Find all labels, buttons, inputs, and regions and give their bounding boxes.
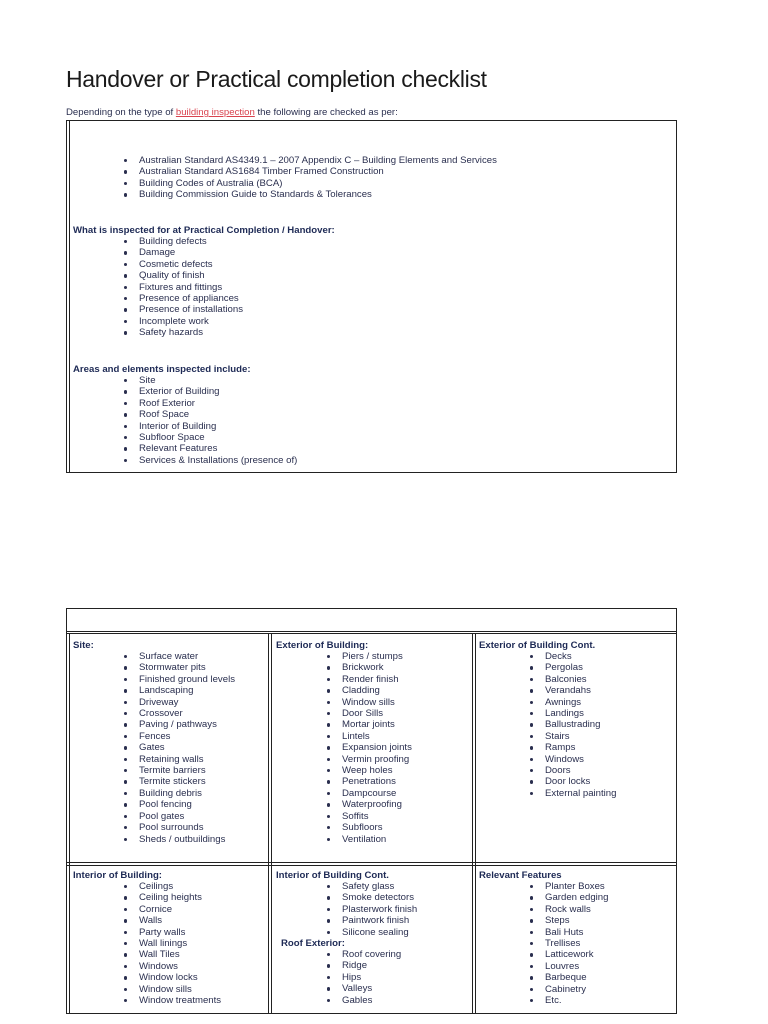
list-item: Building defects	[139, 236, 243, 247]
list-item: Weep holes	[342, 765, 412, 776]
list-item: Site	[139, 375, 297, 386]
list-item: Termite barriers	[139, 765, 235, 776]
list-item: Window sills	[139, 984, 221, 995]
list-item: Building Commission Guide to Standards & Tolerances	[139, 189, 497, 200]
grid-divider	[69, 633, 70, 1013]
list-item: Soffits	[342, 811, 412, 822]
list-item: Ramps	[545, 742, 616, 753]
areas-heading: Areas and elements inspected include:	[73, 364, 251, 375]
list-item: Expansion joints	[342, 742, 412, 754]
inspected-list	[139, 236, 243, 339]
interior-cont-list	[342, 881, 417, 938]
list-item: Pool gates	[139, 811, 235, 822]
list-item: Steps	[545, 915, 608, 926]
list-item: Retaining walls	[139, 754, 235, 765]
grid-divider	[271, 633, 272, 1013]
list-item: Pool fencing	[139, 799, 235, 810]
checklist-grid	[66, 608, 677, 1014]
list-item: Ballustrading	[545, 719, 616, 730]
relevant-features-heading: Relevant Features	[479, 870, 562, 881]
interior-cont-cell	[276, 870, 417, 1006]
intro-text	[66, 107, 398, 118]
list-item: Party walls	[139, 927, 221, 938]
roof-exterior-list	[342, 949, 417, 1006]
list-item: Australian Standard AS1684 Timber Framed Construction	[139, 166, 497, 177]
list-item: External painting	[545, 787, 617, 799]
list-item: Fixtures and fittings	[139, 282, 243, 293]
relevant-features-cell	[479, 870, 608, 1006]
list-item: Rock walls	[545, 904, 608, 915]
list-item: Pool surrounds	[139, 822, 235, 833]
relevant-features-list	[545, 881, 608, 1006]
list-item: Driveway	[139, 697, 235, 708]
list-item: Building Codes of Australia (BCA)	[139, 178, 497, 189]
list-item: Landscaping	[139, 685, 235, 696]
list-item: Doors	[545, 765, 616, 776]
list-item: Plasterwork finish	[342, 903, 418, 915]
grid-divider	[67, 633, 676, 634]
list-item: Door Sills	[342, 708, 412, 719]
list-item: Decks	[545, 651, 616, 662]
list-item: Services & Installations (presence of)	[139, 454, 298, 466]
list-item: Crossover	[139, 708, 235, 719]
grid-divider	[475, 633, 476, 1013]
list-item: Cabinetry	[545, 984, 608, 995]
list-item: Gates	[139, 742, 235, 753]
list-item: Hips	[342, 972, 417, 983]
list-item: Latticework	[545, 949, 608, 960]
list-item: Window treatments	[139, 995, 222, 1007]
list-item: Finished ground levels	[139, 673, 235, 685]
list-item: Relevant Features	[139, 443, 297, 454]
list-item: Subfloors	[342, 822, 412, 833]
list-item: Fences	[139, 731, 235, 742]
exterior-list	[342, 651, 412, 845]
list-item: Cladding	[342, 685, 412, 696]
interior-cell	[73, 870, 221, 1006]
list-item: Barbeque	[545, 972, 608, 983]
list-item: Australian Standard AS4349.1 – 2007 Appendix C – Building Elements and Services	[139, 155, 497, 166]
exterior-cell	[276, 640, 412, 845]
list-item: Paintwork finish	[342, 915, 417, 926]
list-item: Termite stickers	[139, 776, 235, 787]
exterior-cont-cell	[479, 640, 616, 799]
list-item: Stairs	[545, 731, 616, 742]
list-item: Render finish	[342, 674, 412, 685]
list-item: Ceiling heights	[139, 892, 221, 903]
grid-divider	[67, 862, 676, 863]
page-title: Handover or Practical completion checklist	[66, 66, 487, 92]
building-inspection-link[interactable]: building inspection	[175, 107, 255, 118]
list-item: Building debris	[139, 788, 235, 799]
grid-divider	[268, 633, 269, 1013]
list-item: Subfloor Space	[139, 432, 297, 443]
list-item: Louvres	[545, 961, 608, 972]
list-item: Presence of appliances	[139, 293, 243, 304]
list-item: Roof covering	[342, 949, 417, 960]
list-item: Roof Exterior	[139, 398, 297, 409]
list-item: Wall Tiles	[139, 949, 221, 960]
list-item: Piers / stumps	[342, 651, 412, 662]
list-item: Penetrations	[342, 776, 412, 787]
list-item: Garden edging	[545, 892, 609, 904]
list-item: Safety glass	[342, 881, 417, 892]
list-item: Dampcourse	[342, 788, 412, 799]
list-item: Balconies	[545, 674, 616, 685]
list-item: Interior of Building	[139, 421, 297, 432]
list-item: Roof Space	[139, 409, 297, 420]
areas-list	[139, 375, 297, 466]
list-item: Sheds / outbuildings	[139, 834, 235, 845]
list-item: Verandahs	[545, 685, 616, 696]
list-item: Cornice	[139, 904, 221, 915]
list-item: Stormwater pits	[139, 662, 235, 673]
list-item: Damage	[139, 247, 243, 258]
standards-box	[66, 120, 677, 473]
grid-divider	[67, 631, 676, 632]
list-item: Wall linings	[139, 938, 221, 949]
exterior-cont-list	[545, 651, 616, 799]
list-item: Awnings	[545, 697, 616, 708]
list-item: Mortar joints	[342, 719, 412, 730]
list-item: Ceilings	[139, 881, 221, 892]
list-item: Door locks	[545, 776, 616, 787]
list-item: Gables	[342, 995, 417, 1006]
list-item: Trellises	[545, 938, 608, 949]
list-item: Smoke detectors	[342, 892, 417, 903]
list-item: Landings	[545, 708, 616, 719]
list-item: Valleys	[342, 983, 417, 994]
list-item: Brickwork	[342, 662, 412, 673]
list-item: Ventilation	[342, 834, 412, 845]
list-item: Quality of finish	[139, 270, 243, 281]
intro-after: the following are checked as per:	[254, 107, 398, 118]
list-item: Cosmetic defects	[139, 259, 243, 270]
interior-list	[139, 881, 221, 1006]
list-item: Walls	[139, 915, 221, 926]
site-list	[139, 651, 235, 845]
list-item: Windows	[139, 961, 221, 972]
site-heading: Site:	[73, 640, 94, 651]
list-item: Paving / pathways	[139, 719, 235, 730]
inspected-heading: What is inspected for at Practical Completion / Handover:	[73, 225, 335, 236]
list-item: Window locks	[139, 972, 221, 983]
standards-list	[139, 155, 497, 201]
list-item: Incomplete work	[139, 316, 243, 327]
interior-cont-heading: Interior of Building Cont.	[276, 870, 389, 881]
grid-divider	[472, 633, 473, 1013]
list-item: Planter Boxes	[545, 881, 608, 892]
list-item: Etc.	[545, 995, 608, 1006]
grid-divider	[67, 865, 676, 866]
list-item: Ridge	[342, 960, 417, 971]
intro-before: Depending on the type of	[66, 107, 176, 118]
list-item: Silicone sealing	[342, 927, 417, 938]
list-item: Bali Huts	[545, 927, 608, 938]
site-cell	[73, 640, 235, 845]
list-item: Presence of installations	[139, 304, 243, 316]
list-item: Waterproofing	[342, 799, 412, 810]
roof-exterior-heading: Roof Exterior:	[281, 938, 345, 950]
interior-heading: Interior of Building:	[73, 870, 162, 881]
exterior-heading: Exterior of Building:	[276, 640, 369, 651]
list-item: Exterior of Building	[139, 386, 297, 397]
list-item: Pergolas	[545, 662, 616, 673]
list-item: Surface water	[139, 651, 235, 662]
list-item: Vermin proofing	[342, 754, 412, 765]
exterior-cont-heading: Exterior of Building Cont.	[479, 640, 596, 651]
list-item: Safety hazards	[139, 327, 243, 338]
list-item: Windows	[545, 754, 616, 765]
list-item: Lintels	[342, 731, 412, 742]
list-item: Window sills	[342, 697, 412, 708]
